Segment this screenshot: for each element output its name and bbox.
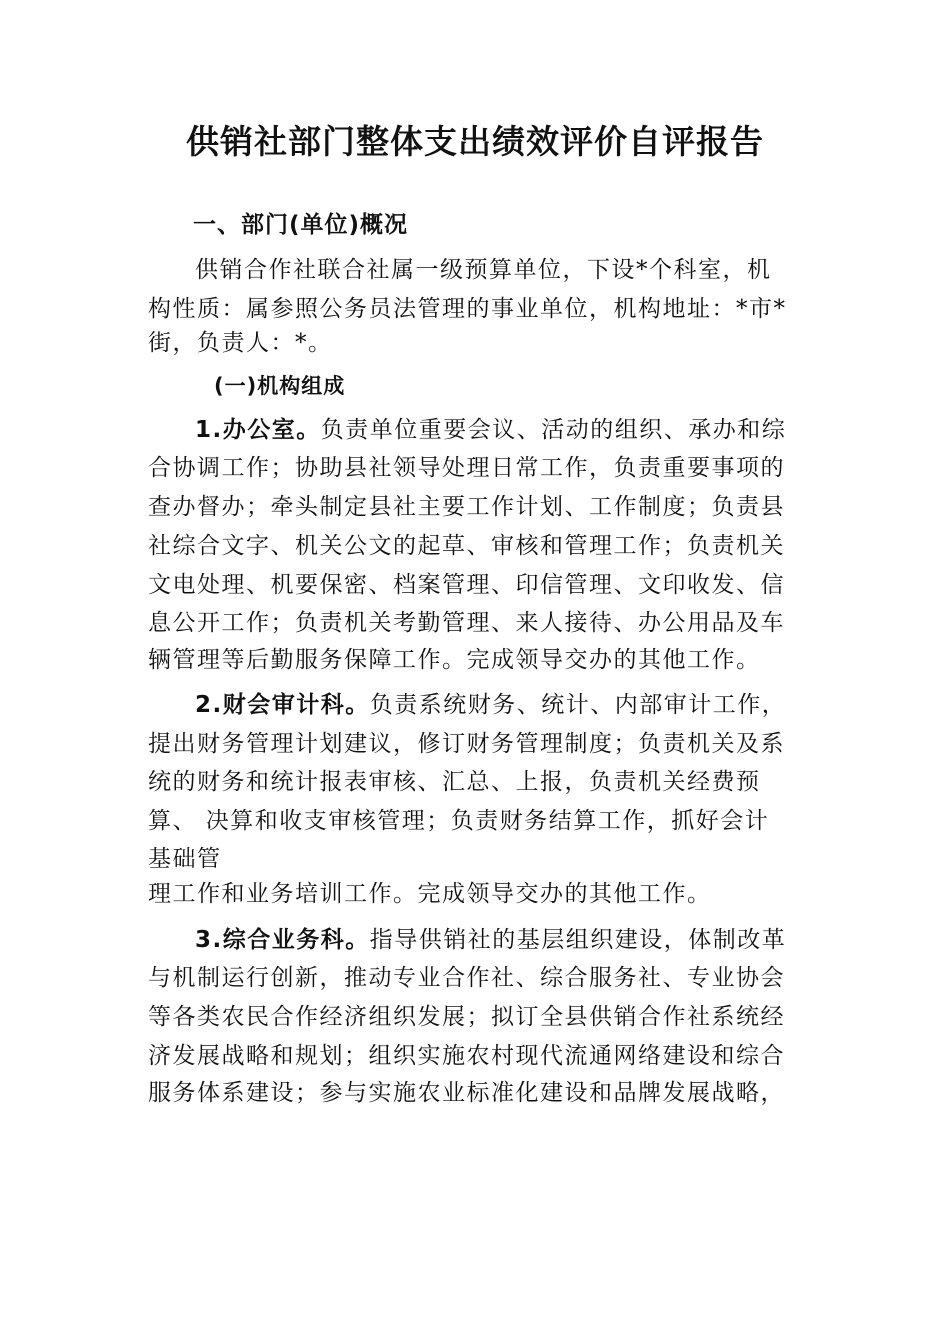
paragraph-line: 与机制运行创新，推动专业合作社、综合服务社、专业协会 xyxy=(148,965,785,991)
paragraph-line: 济发展战略和规划；组织实施农村现代流通网络建设和综合 xyxy=(148,1043,785,1069)
paragraph-business xyxy=(195,925,786,955)
paragraph-line: 查办督办；牵头制定县社主要工作计划、工作制度；负责县 xyxy=(148,494,785,520)
paragraph-line: 息公开工作；负责机关考勤管理、来人接待、办公用品及车 xyxy=(148,610,785,636)
paragraph-line: 理工作和业务培训工作。完成领导交办的其他工作。 xyxy=(148,881,712,907)
paragraph-line: 负责单位重要会议、活动的组织、承办和综 xyxy=(320,417,787,443)
paragraph-line: 指导供销社的基层组织建设，体制改革 xyxy=(369,927,787,953)
paragraph-line: 算、 决算和收支审核管理；负责财务结算工作，抓好会计 xyxy=(148,808,770,834)
overview-line: 构性质：属参照公务员法管理的事业单位，机构地址：*市* xyxy=(148,296,787,322)
paragraph-office xyxy=(195,415,786,445)
paragraph-line: 文电处理、机要保密、档案管理、印信管理、文印收发、信 xyxy=(148,572,785,598)
paragraph-line: 服务体系建设；参与实施农业标准化建设和品牌发展战略， xyxy=(148,1080,785,1106)
paragraph-line: 基础管 xyxy=(148,846,222,872)
paragraph-line: 负责系统财务、统计、内部审计工作， xyxy=(369,692,787,718)
paragraph-line: 辆管理等后勤服务保障工作。完成领导交办的其他工作。 xyxy=(148,647,761,673)
document-title: 供销社部门整体支出绩效评价自评报告 xyxy=(186,122,764,161)
overview-line: 供销合作社联合社属一级预算单位，下设*个科室，机 xyxy=(195,257,772,283)
subsection-heading-organization: (一)机构组成 xyxy=(214,374,346,398)
overview-line: 街，负责人：*。 xyxy=(148,330,333,356)
paragraph-line: 社综合文字、机关公文的起草、审核和管理工作；负责机关 xyxy=(148,533,785,559)
item-label-business: 3.综合业务科。 xyxy=(195,927,370,953)
paragraph-line: 提出财务管理计划建议，修订财务管理制度；负责机关及系 xyxy=(148,731,785,757)
paragraph-line: 等各类农民合作经济组织发展；拟订全县供销合作社系统经 xyxy=(148,1004,785,1030)
item-label-office: 1.办公室。 xyxy=(195,417,321,443)
paragraph-finance xyxy=(195,690,786,720)
paragraph-line: 合协调工作；协助县社领导处理日常工作，负责重要事项的 xyxy=(148,455,785,481)
item-label-finance: 2.财会审计科。 xyxy=(195,692,370,718)
section-heading-overview: 一、部门(单位)概况 xyxy=(193,212,409,238)
paragraph-line: 统的财务和统计报表审核、汇总、上报，负责机关经费预 xyxy=(148,769,761,795)
